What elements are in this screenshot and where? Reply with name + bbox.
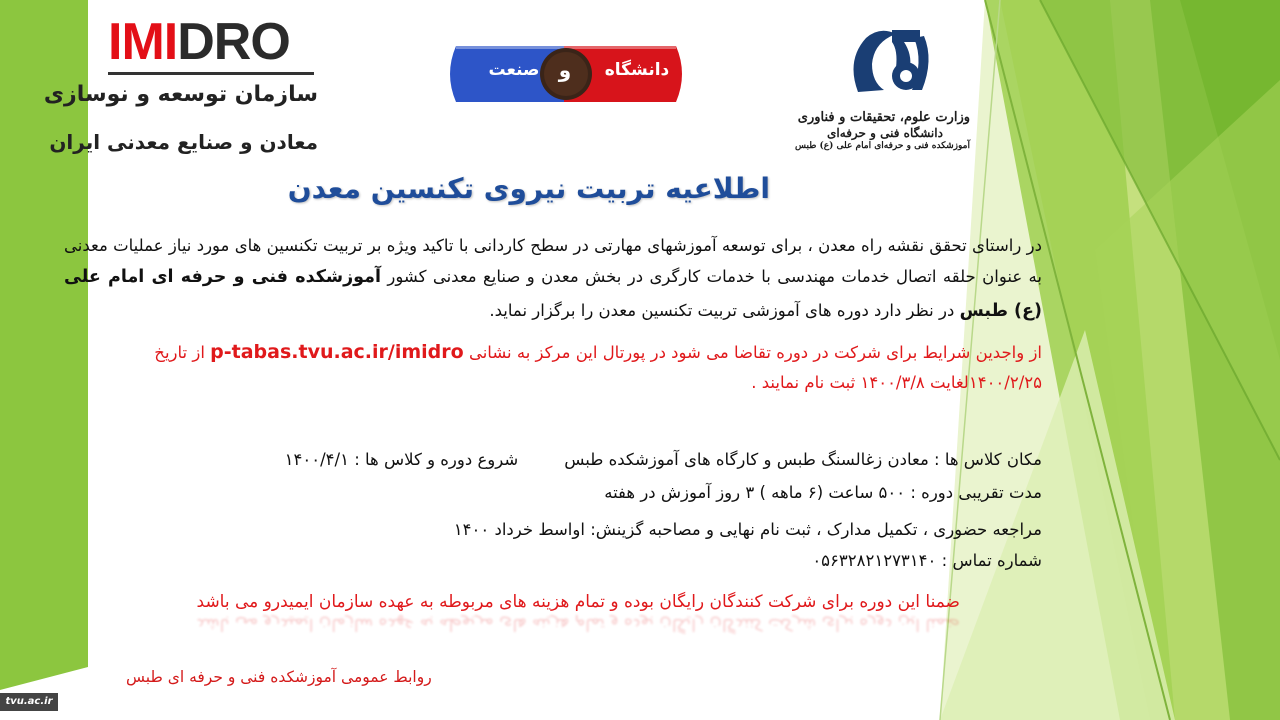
class-location: مکان کلاس ها : معادن زغالسنگ طبس و کارگاه های آموزشکده طبس [564,450,1042,469]
intro-paragraph: در راستای تحقق نقشه راه معدن ، برای توسعه آموزشهای مهارتی در سطح کاردانی با تاکید ویژه بر تربیت تکنسین های مورد نیاز عملیات معدنی به عنوان حلقه اتصال خدمات مهندسی با خدمات کارگری در بخش معدن و صنایع معدنی کشور آموزشکده فنی و حرفه ای امام علی (ع) طبس در نظر دارد دوره های آموزشی تربیت تکنسین معدن را برگزار نماید. [64,236,1042,321]
imidro-underline [108,72,314,75]
free-course-note-reflection: ضمنا این دوره برای شرکت کنندگان رایگان بوده و تمام هزینه های مربوطه به عهده سازمان ایمیدرو می باشد [196,614,960,634]
ministry-caption [795,110,970,153]
imidro-logo [43,13,318,162]
contact-phone: شماره تماس : ۰۵۶۳۲۸۲۱۲۷۳۱۴۰ [812,551,1042,570]
ministry-caption-line3: آموزشکده فنی و حرفه‌ای امام علی (ع) طبس [795,141,970,152]
imidro-subtitle-line1: سازمان توسعه و نوسازی [43,82,318,107]
university-word: دانشگاه [604,60,670,80]
university-industry-logo [440,36,692,112]
footer-badge: tvu.ac.ir [0,693,58,711]
conjunction-word: و [558,58,572,82]
ministry-caption-line2: دانشگاه فنی و حرفه‌ای [827,126,943,141]
institute-name: آموزشکده فنی و حرفه ای امام علی (ع) طبس [64,267,1042,321]
imidro-wordmark: IMIDRO [108,13,290,71]
free-course-note: ضمنا این دوره برای شرکت کنندگان رایگان بوده و تمام هزینه های مربوطه به عهده سازمان ایمیدرو می باشد [196,592,960,612]
course-start-date: شروع دوره و کلاس ها : ۱۴۰۰/۴/۱ [284,450,519,469]
announcement-title: اطلاعیه تربیت نیروی تکنسین معدن [287,172,770,205]
ministry-caption-line1: وزارت علوم، تحقیقات و فناوری [797,110,970,125]
ministry-emblem-icon [808,20,978,110]
industry-word: صنعت [488,60,540,80]
imidro-subtitle-line2: معادن و صنایع معدنی ایران [49,130,318,154]
in-person-visit: مراجعه حضوری ، تکمیل مدارک ، ثبت نام نهایی و مصاحبه گزینش: اواسط خرداد ۱۴۰۰ [453,520,1042,539]
course-duration: مدت تقریبی دوره : ۵۰۰ ساعت (۶ ماهه ) ۳ روز آموزش در هفته [604,483,1042,502]
info-location-start [285,450,1042,469]
portal-url-link[interactable]: p-tabas.tvu.ac.ir/imidro [210,341,464,363]
public-relations-signature: روابط عمومی آموزشکده فنی و حرفه ای طبس [126,668,432,686]
registration-notice: از واجدین شرایط برای شرکت در دوره تقاضا می شود در پورتال این مرکز به نشانی p-tabas.tvu.ac.ir/imidro از تاریخ ۱۴۰۰/۲/۲۵لغایت ۱۴۰۰/۳/۸ ثبت نام نمایند . [154,341,1042,393]
ministry-logo [795,20,978,180]
